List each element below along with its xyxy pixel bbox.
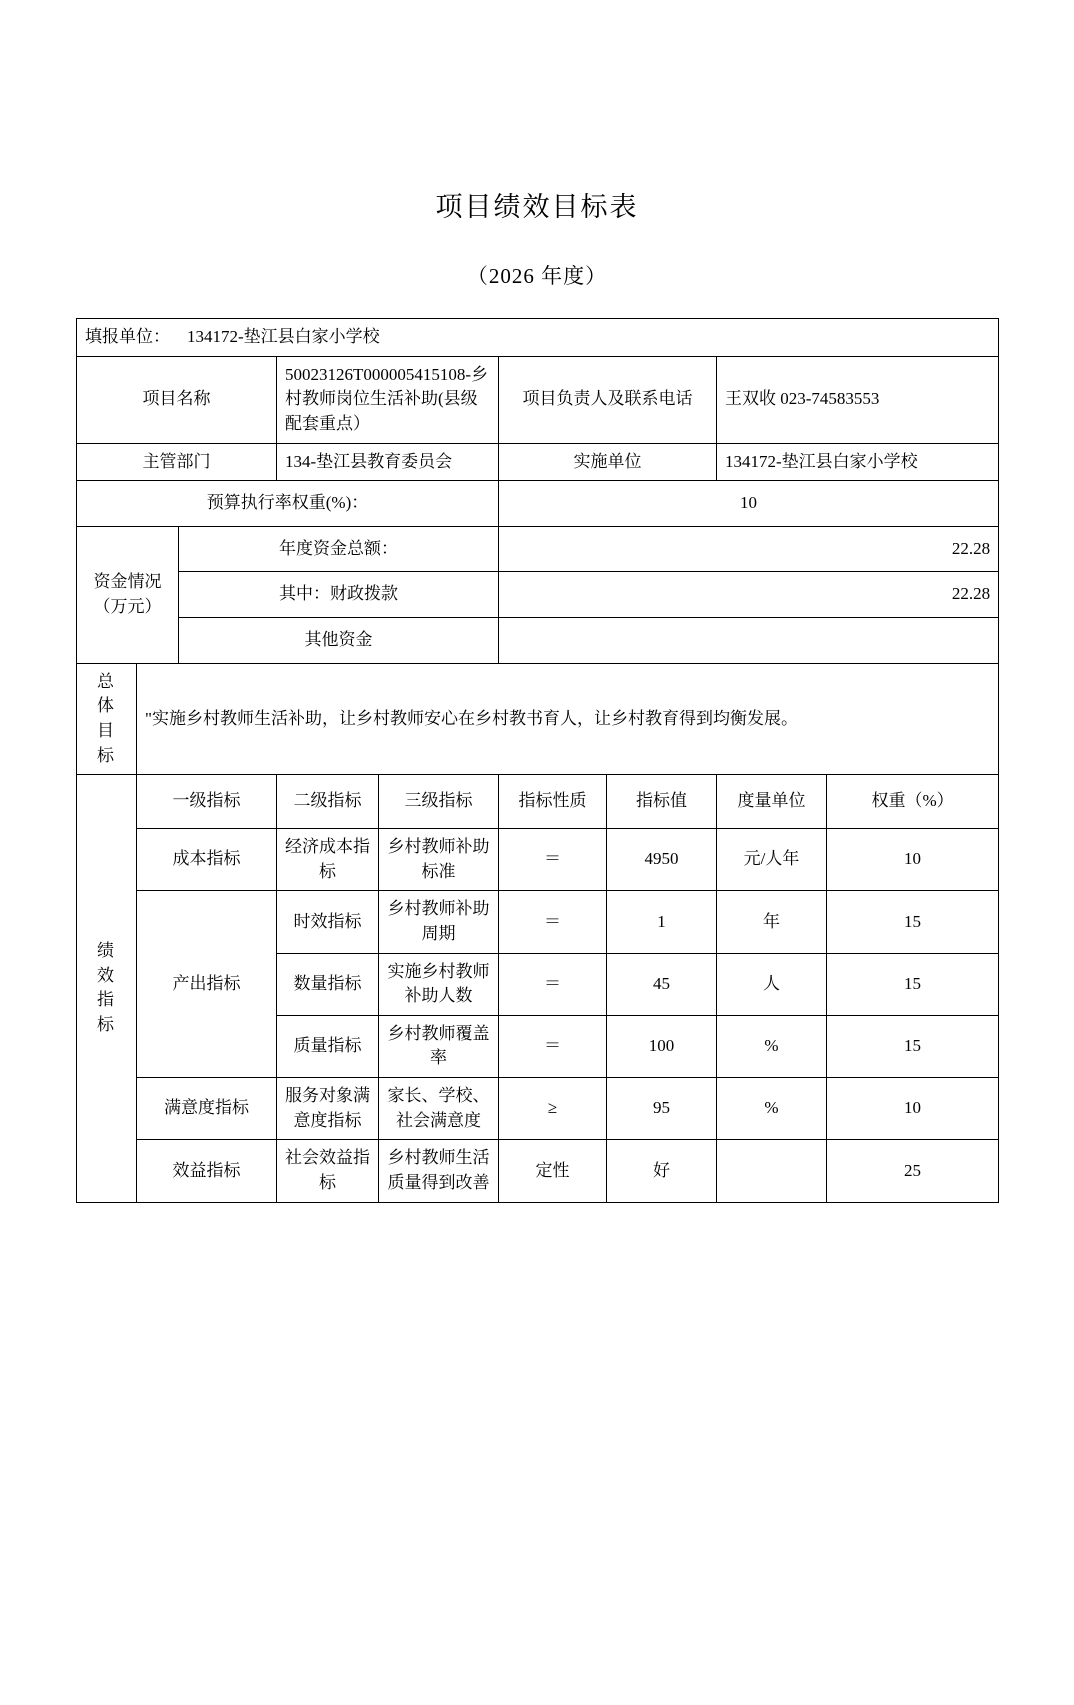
funds-label [77,526,179,663]
indicator-unit [717,1140,827,1202]
indicator-value: 95 [607,1078,717,1140]
implementation-unit-value: 134172-垫江县白家小学校 [717,443,999,481]
funds-row-value: 22.28 [499,572,999,618]
column-header-value: 指标值 [607,775,717,829]
indicator-value: 好 [607,1140,717,1202]
project-name-label: 项目名称 [77,356,277,443]
funds-row-name: 其中：财政拨款 [179,572,499,618]
funds-row-name: 年度资金总额： [179,526,499,572]
indicator-level3: 家长、学校、社会满意度 [379,1078,499,1140]
indicator-nature: 定性 [499,1140,607,1202]
table-row-indicator [77,891,999,953]
table-row-project-name [77,356,999,443]
indicator-unit: 人 [717,953,827,1015]
indicator-weight: 15 [827,1015,999,1077]
funds-label-line2: （万元） [93,596,162,616]
indicator-level3: 乡村教师补助周期 [379,891,499,953]
indicator-level2: 质量指标 [277,1015,379,1077]
funds-label-line1: 资金情况 [93,572,162,592]
performance-goal-table [76,318,999,1203]
indicator-weight: 25 [827,1140,999,1202]
indicator-nature: ≥ [499,1078,607,1140]
indicator-level3: 乡村教师生活质量得到改善 [379,1140,499,1202]
department-label: 主管部门 [77,443,277,481]
indicator-level2: 服务对象满意度指标 [277,1078,379,1140]
indicator-unit: % [717,1015,827,1077]
page-subtitle: （2026 年度） [466,264,608,288]
indicator-level2: 经济成本指标 [277,828,379,890]
project-owner-value: 王双收 023-74583553 [717,356,999,443]
table-row-funds-appropriation [77,572,999,618]
indicator-weight: 10 [827,1078,999,1140]
indicator-level3: 实施乡村教师补助人数 [379,953,499,1015]
reporting-unit-value: 134172-垫江县白家小学校 [187,327,380,346]
indicator-level1: 产出指标 [137,891,277,1078]
table-row-indicator [77,828,999,890]
indicator-level1: 效益指标 [137,1140,277,1202]
indicator-level2: 社会效益指标 [277,1140,379,1202]
document-page [0,185,1074,1705]
table-row-overall-goal [77,663,999,775]
column-header-level3: 三级指标 [379,775,499,829]
indicator-value: 100 [607,1015,717,1077]
indicator-nature: ＝ [499,953,607,1015]
indicator-level1: 满意度指标 [137,1078,277,1140]
reporting-unit-cell [77,319,999,357]
funds-row-value: 22.28 [499,526,999,572]
indicator-value: 4950 [607,828,717,890]
implementation-unit-label: 实施单位 [499,443,717,481]
table-row-budget-weight [77,481,999,527]
table-row-department [77,443,999,481]
project-owner-label: 项目负责人及联系电话 [499,356,717,443]
column-header-nature: 指标性质 [499,775,607,829]
table-row-funds-other [77,618,999,664]
reporting-unit-label: 填报单位： [85,327,170,346]
indicator-level3: 乡村教师补助标准 [379,828,499,890]
column-header-level1: 一级指标 [137,775,277,829]
indicator-level3: 乡村教师覆盖率 [379,1015,499,1077]
column-header-weight: 权重（%） [827,775,999,829]
funds-row-name: 其他资金 [179,618,499,664]
column-header-unit: 度量单位 [717,775,827,829]
indicator-unit: % [717,1078,827,1140]
indicator-nature: ＝ [499,1015,607,1077]
indicator-nature: ＝ [499,828,607,890]
performance-label: 绩 效 指 标 [77,775,137,1202]
budget-weight-value: 10 [499,481,999,527]
project-name-value: 50023126T000005415108-乡村教师岗位生活补助(县级配套重点） [277,356,499,443]
indicator-value: 45 [607,953,717,1015]
funds-row-value [499,618,999,664]
indicator-level2: 数量指标 [277,953,379,1015]
page-title: 项目绩效目标表 [435,192,639,222]
overall-goal-text: "实施乡村教师生活补助，让乡村教师安心在乡村教书育人，让乡村教育得到均衡发展。 [137,663,999,775]
table-row-reporting-unit [77,319,999,357]
indicator-weight: 15 [827,891,999,953]
indicator-unit: 年 [717,891,827,953]
budget-weight-label: 预算执行率权重(%)： [77,481,499,527]
indicator-level1: 成本指标 [137,828,277,890]
indicator-value: 1 [607,891,717,953]
table-row-indicator [77,1140,999,1202]
overall-goal-label: 总 体 目 标 [77,663,137,775]
table-row-indicator-header [77,775,999,829]
table-row-funds-total [77,526,999,572]
indicator-weight: 15 [827,953,999,1015]
indicator-nature: ＝ [499,891,607,953]
indicator-unit: 元/人年 [717,828,827,890]
column-header-level2: 二级指标 [277,775,379,829]
department-value: 134-垫江县教育委员会 [277,443,499,481]
indicator-level2: 时效指标 [277,891,379,953]
indicator-weight: 10 [827,828,999,890]
table-row-indicator [77,1078,999,1140]
